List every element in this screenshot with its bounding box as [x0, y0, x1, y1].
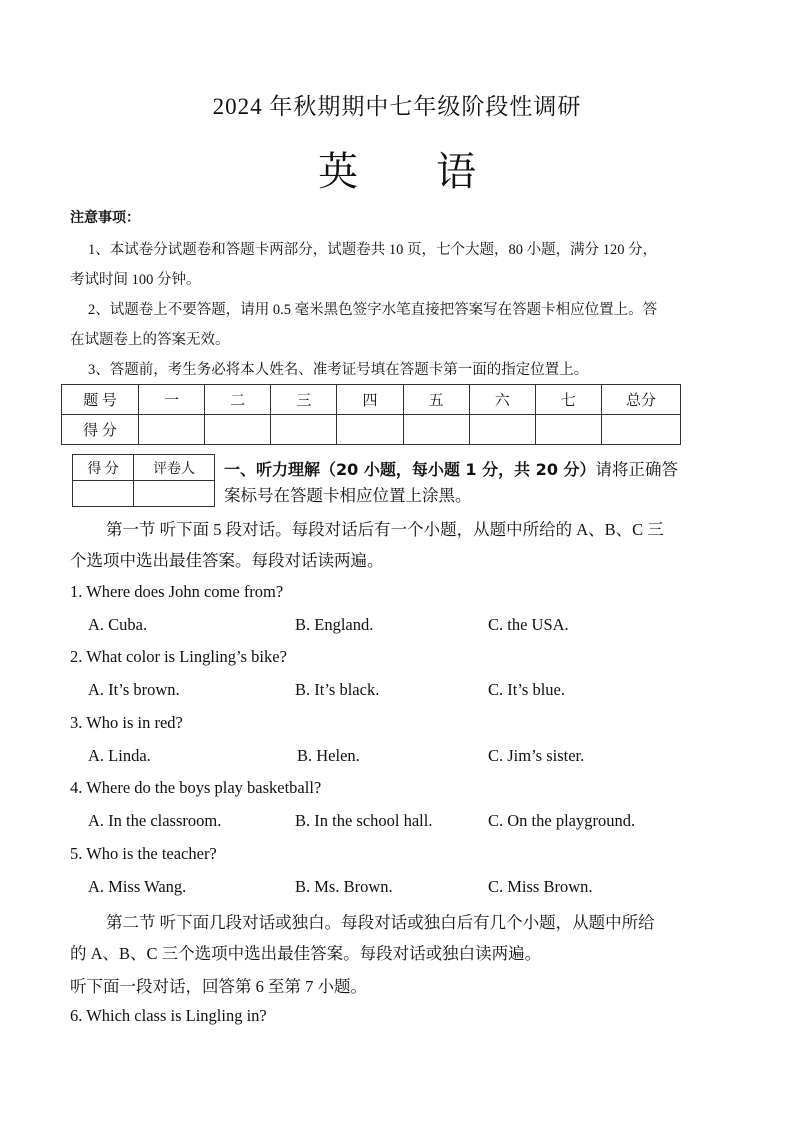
- score-table-cell: 四: [337, 385, 403, 415]
- question-5: 5. Who is the teacher?: [70, 844, 217, 863]
- question-3-option-b: B. Helen.: [297, 746, 360, 765]
- section-1-instruction-cont: 案标号在答题卡相应位置上涂黑。: [224, 486, 472, 505]
- section-1-instruction: 请将正确答: [595, 460, 679, 479]
- score-table-header-row: [62, 385, 681, 415]
- part-1-intro: 第一节 听下面 5 段对话。每段对话后有一个小题，从题中所给的 A、B、C 三: [106, 520, 664, 539]
- notice-item-1-cont: 考试时间 100 分钟。: [70, 272, 201, 288]
- score-table-cell: 题 号: [62, 385, 139, 415]
- score-table-blank: [139, 415, 205, 445]
- part-1-intro-cont: 个选项中选出最佳答案。每段对话读两遍。: [70, 551, 384, 570]
- score-table-cell: 七: [535, 385, 601, 415]
- score-table-cell: 总分: [602, 385, 681, 415]
- score-table-cell: 五: [403, 385, 469, 415]
- question-5-option-c: C. Miss Brown.: [488, 877, 593, 896]
- grader-label: 评卷人: [134, 455, 215, 481]
- score-table-blank: [469, 415, 535, 445]
- notice-heading: 注意事项：: [70, 210, 140, 226]
- grader-score-blank: [73, 481, 134, 507]
- score-table-blank: [602, 415, 681, 445]
- question-4-option-a: A. In the classroom.: [88, 811, 222, 830]
- part-2-dialogue-note: 听下面一段对话，回答第 6 至第 7 小题。: [70, 977, 367, 996]
- grader-table: [72, 454, 215, 507]
- score-table: [61, 384, 681, 445]
- grader-score-label: 得 分: [73, 455, 134, 481]
- score-table-cell: 一: [139, 385, 205, 415]
- question-1-option-c: C. the USA.: [488, 615, 569, 634]
- notice-item-2-cont: 在试题卷上的答案无效。: [70, 332, 230, 348]
- part-2-intro-cont: 的 A、B、C 三个选项中选出最佳答案。每段对话或独白读两遍。: [70, 944, 542, 963]
- score-table-blank: [205, 415, 271, 445]
- section-1-heading-line: [224, 456, 678, 480]
- notice-item-1: 1、本试卷分试题卷和答题卡两部分，试题卷共 10 页，七个大题，80 小题，满分 120 分，: [88, 242, 658, 258]
- score-table-blank: [535, 415, 601, 445]
- question-2-option-a: A. It’s brown.: [88, 680, 180, 699]
- score-table-cell: 得 分: [62, 415, 139, 445]
- grader-blank: [134, 481, 215, 507]
- question-4-option-b: B. In the school hall.: [295, 811, 433, 830]
- question-4: 4. Where do the boys play basketball?: [70, 778, 322, 797]
- score-table-cell: 六: [469, 385, 535, 415]
- score-table-score-row: [62, 415, 681, 445]
- subject-title: 英 语: [318, 149, 510, 194]
- question-1-option-b: B. England.: [295, 615, 374, 634]
- score-table-blank: [271, 415, 337, 445]
- question-3-option-c: C. Jim’s sister.: [488, 746, 585, 765]
- question-2: 2. What color is Lingling’s bike?: [70, 647, 287, 666]
- question-3: 3. Who is in red?: [70, 713, 183, 732]
- score-table-cell: 三: [271, 385, 337, 415]
- question-2-option-b: B. It’s black.: [295, 680, 380, 699]
- notice-item-2: 2、试题卷上不要答题，请用 0.5 毫米黑色签字水笔直接把答案写在答题卡相应位置上。答: [88, 302, 658, 318]
- score-table-blank: [403, 415, 469, 445]
- question-1-option-a: A. Cuba.: [88, 615, 148, 634]
- part-2-intro: 第二节 听下面几段对话或独白。每段对话或独白后有几个小题，从题中所给: [106, 913, 655, 932]
- question-3-option-a: A. Linda.: [88, 746, 151, 765]
- question-6: 6. Which class is Lingling in?: [70, 1006, 267, 1025]
- page-title: 2024 年秋期期中七年级阶段性调研: [212, 94, 582, 119]
- question-5-option-a: A. Miss Wang.: [88, 877, 187, 896]
- question-5-option-b: B. Ms. Brown.: [295, 877, 393, 896]
- question-4-option-c: C. On the playground.: [488, 811, 636, 830]
- score-table-blank: [337, 415, 403, 445]
- notice-item-3: 3、答题前，考生务必将本人姓名、准考证号填在答题卡第一面的指定位置上。: [88, 362, 589, 378]
- question-1: 1. Where does John come from?: [70, 582, 284, 601]
- question-2-option-c: C. It’s blue.: [488, 680, 565, 699]
- section-1-title: 一、听力理解（20 小题，每小题 1 分，共 20 分）: [224, 460, 596, 479]
- score-table-cell: 二: [205, 385, 271, 415]
